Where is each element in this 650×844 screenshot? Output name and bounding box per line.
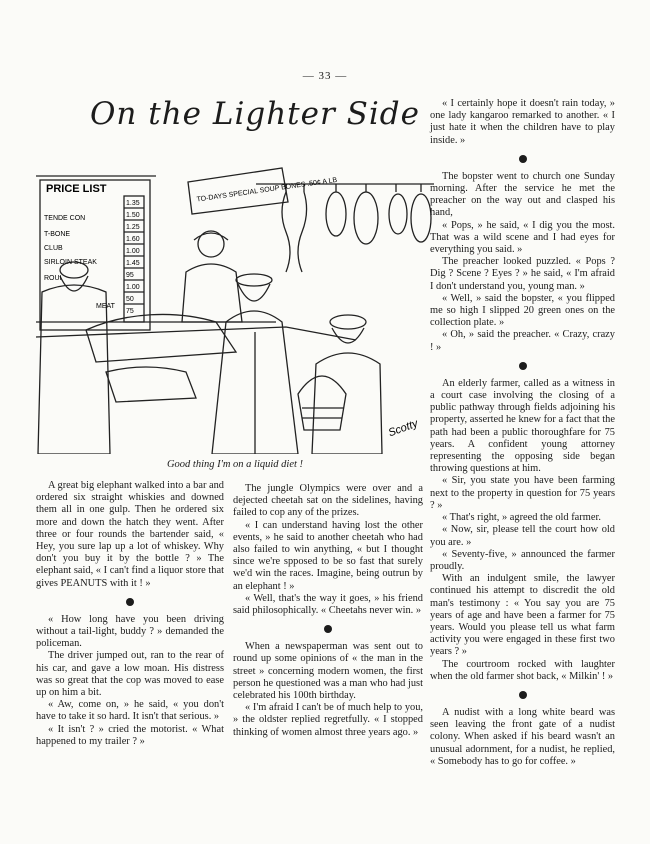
bopster-joke-2: « Pops, » he said, « I dig you the most. That was a wild scene and I had eyes for everything you said. » bbox=[430, 219, 615, 256]
price-item-2: T-BONE bbox=[44, 231, 71, 238]
price-item-1: TENDE CON bbox=[44, 215, 86, 222]
farmer-joke-7: The courtroom rocked with laughter when the old farmer shot back, « Milkin' ! » bbox=[430, 658, 615, 682]
farmer-joke-4: « Now, sir, please tell the court how old you are. » bbox=[430, 524, 615, 548]
nudist-joke: A nudist with a long white beard was seen leaving the front gate of a nudist colony. When asked if his beard wasn't an unusual adornment, for a nudist, he replied, « Somebody has to go for coffee. » bbox=[430, 706, 615, 767]
column-1 bbox=[36, 480, 224, 748]
separator-bullet bbox=[324, 625, 332, 633]
price-6: 1.45 bbox=[126, 260, 140, 267]
bopster-joke-5: « Oh, » said the preacher. « Crazy, crazy ! » bbox=[430, 329, 615, 353]
price-9: 50 bbox=[126, 296, 134, 303]
farmer-joke-2: « Sir, you state you have been farming next to the property in question for 75 years ? » bbox=[430, 475, 615, 511]
special-sign-text: TO-DAYS SPECIAL SOUP BONES .50¢ A LB bbox=[196, 176, 338, 204]
price-item-5: ROUI bbox=[44, 275, 62, 282]
tail-light-joke-4: « It isn't ? » cried the motorist. « What happened to my trailer ? » bbox=[36, 723, 224, 747]
price-7: 95 bbox=[126, 272, 134, 279]
tail-light-joke-1: « How long have you been driving without a tail-light, buddy ? » demanded the policeman. bbox=[36, 613, 224, 650]
price-list-heading: PRICE LIST bbox=[46, 183, 107, 195]
artist-signature: Scotty bbox=[386, 417, 420, 440]
price-2: 1.50 bbox=[126, 212, 140, 219]
newspaperman-joke-2: « I'm afraid I can't be of much help to you, » the oldster replied regretfully. « I stopped thinking of women almost three years ago. » bbox=[233, 702, 423, 738]
farmer-joke-6: With an indulgent smile, the lawyer continued his attempt to discredit the old man's testimony : « You say you are 75 years of age and have been a farmer for 75 years. Would you please tell us what farm activity you were engaged in these first two years ? » bbox=[430, 573, 615, 658]
page-number: — 33 — bbox=[302, 70, 348, 82]
newspaperman-joke-1: When a newspaperman was sent out to round up some opinions of « the man in the street » concerning modern women, the first person he questioned was a man who had just celebrated his 100th birthday. bbox=[233, 641, 423, 702]
separator-bullet bbox=[519, 691, 527, 699]
tail-light-joke-2: The driver jumped out, ran to the rear of his car, and gave a low moan. His distress was so great that the cop was moved to ease up on him a bit. bbox=[36, 650, 224, 699]
bopster-joke-4: « Well, » said the bopster, « you flipped me so high I slipped 20 green ones on the collection plate. » bbox=[430, 292, 615, 329]
column-3 bbox=[430, 98, 615, 768]
separator-bullet bbox=[126, 598, 134, 606]
price-5: 1.00 bbox=[126, 248, 140, 255]
bopster-joke-1: The bopster went to church one Sunday morning. After the service he met the preacher on the way out and clasped his hand, bbox=[430, 170, 615, 219]
farmer-joke-3: « That's right, » agreed the old farmer. bbox=[442, 512, 601, 524]
price-item-4: SIRLOIN STEAK bbox=[44, 259, 97, 266]
price-4: 1.60 bbox=[126, 236, 140, 243]
price-8: 1.00 bbox=[126, 284, 140, 291]
column-2 bbox=[233, 483, 423, 739]
price-item-3: CLUB bbox=[44, 245, 63, 252]
cartoon-illustration bbox=[36, 162, 434, 454]
separator-bullet bbox=[519, 362, 527, 370]
separator-bullet bbox=[519, 155, 527, 163]
elephant-joke: A great big elephant walked into a bar and ordered six straight whiskies and downed them all in one gulp. Then he ordered six more and down the hatch they went. After three or four rounds the bartender said, « Hey, you sure lap up a lot of whiskey. Why don't you buy it by the bottle ? » The elephant said, « I can't find a liquor store that gives PEANUTS with it ! » bbox=[36, 480, 225, 589]
illustration-caption: Good thing I'm on a liquid diet ! bbox=[166, 459, 304, 470]
kangaroo-joke: « I certainly hope it doesn't rain today, » one lady kangaroo remarked to another. « I just hate it when the children have to play inside. » bbox=[430, 98, 615, 146]
cheetah-joke-3: « Well, that's the way it goes, » his friend said philosophically. « Cheetahs never win. » bbox=[233, 592, 423, 617]
cheetah-joke-1: The jungle Olympics were over and a dejected cheetah sat on the sidelines, having failed to cop any of the prizes. bbox=[233, 483, 423, 519]
price-item-8: MEAT bbox=[96, 303, 115, 310]
page-title: On the Lighter Side bbox=[90, 96, 420, 132]
bopster-joke-3: The preacher looked puzzled. « Pops ? Dig ? Scene ? Eyes ? » he said, « I'm afraid I don't understand you, young man. » bbox=[430, 256, 615, 292]
cheetah-joke-2: « I can understand having lost the other events, » he said to another cheetah who had also failed to win anything, « but I thought since we're spposed to be so fast that surely we'd win the races. Imagine, being outrun by an elephant ! » bbox=[233, 519, 423, 592]
farmer-joke-1: An elderly farmer, called as a witness in a court case involving the closing of a public pathway through fields adjoining his property, asserted he knew for a fact that the path had been a public thoroughfare for 75 years. A confident young attorney representing the opposing side began throwing questions at him. bbox=[430, 377, 615, 475]
price-3: 1.25 bbox=[126, 224, 140, 231]
price-1: 1.35 bbox=[126, 200, 140, 207]
price-10: 75 bbox=[126, 308, 134, 315]
tail-light-joke-3: « Aw, come on, » he said, « you don't have to take it so hard. It isn't that serious. » bbox=[36, 699, 224, 723]
farmer-joke-5: « Seventy-five, » announced the farmer proudly. bbox=[430, 548, 615, 572]
